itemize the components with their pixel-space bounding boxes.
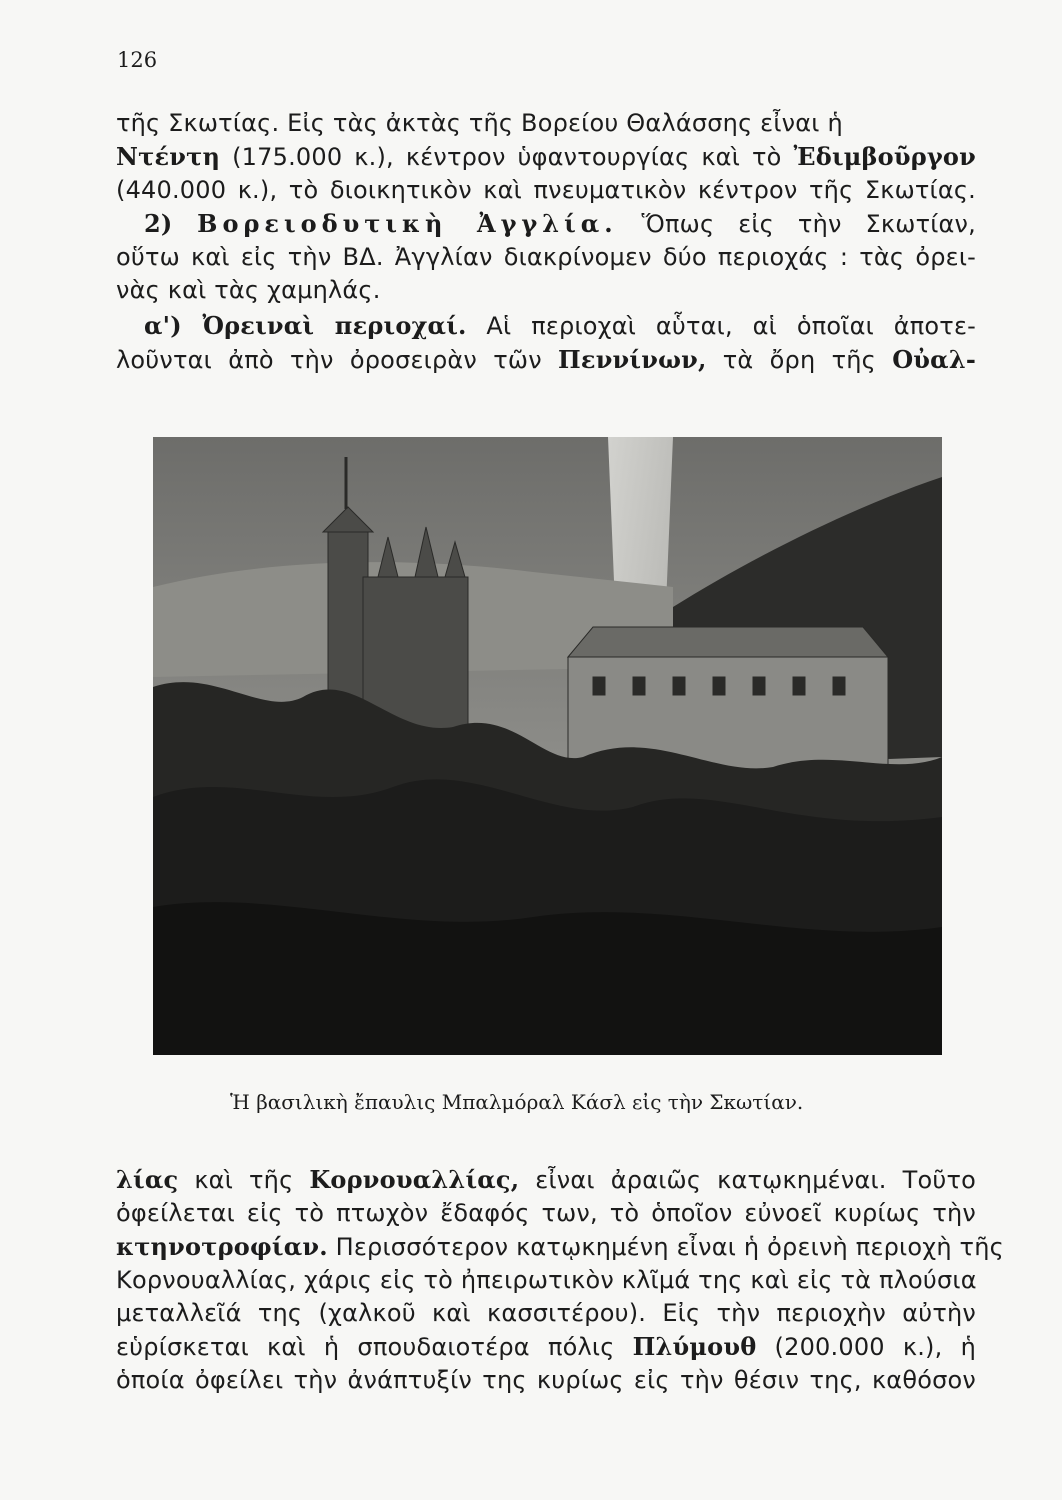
subsection-heading-line: α') Ὀρειναὶ περιοχαί. Αἱ περιοχαὶ αὗται, αἱ ὁποῖαι ἀποτε- — [144, 311, 976, 340]
balmoral-castle-photo — [153, 437, 942, 1055]
text-line: λοῦνται ἀπὸ τὴν ὀροσειρὰν τῶν Πεννίνων, τὰ ὄρη τῆς Οὐαλ- — [116, 345, 977, 374]
text-line: ὁποία ὀφείλει τὴν ἀνάπτυξίν της κυρίως εἰς τὴν θέσιν της, καθόσον — [116, 1366, 976, 1394]
top-paragraph — [116, 107, 976, 377]
text-line: Ντέντη (175.000 κ.), κέντρον ὑφαντουργίας καὶ τὸ Ἐδιμβοῦργον — [116, 142, 976, 171]
bottom-paragraph — [116, 1163, 1004, 1397]
photo-caption: Ἡ βασιλικὴ ἔπαυλις Μπαλμόραλ Κάσλ εἰς τὴν Σκωτίαν. — [230, 1090, 804, 1114]
text-line: οὕτω καὶ εἰς τὴν ΒΔ. Ἀγγλίαν διακρίνομεν δύο περιοχάς : τὰς ὀρει- — [116, 243, 976, 271]
text-line: ὀφείλεται εἰς τὸ πτωχὸν ἔδαφός των, τὸ ὁποῖον εὐνοεῖ κυρίως τὴν — [116, 1199, 976, 1227]
section-heading-line: 2) Βορειοδυτικὴ Ἀγγλία. Ὅπως εἰς τὴν Σκωτίαν, — [144, 209, 976, 238]
page-number: 126 — [117, 48, 158, 72]
text-line: νὰς καὶ τὰς χαμηλάς. — [116, 276, 381, 304]
text-line: μεταλλεῖά της (χαλκοῦ καὶ κασσιτέρου). Εἰς τὴν περιοχὴν αὐτὴν — [116, 1299, 976, 1327]
text-line: κτηνοτροφίαν. Περισσότερον κατῳκημένη εἶναι ἡ ὀρεινὴ περιοχὴ τῆς — [116, 1232, 1004, 1261]
text-line: εὑρίσκεται καὶ ἡ σπουδαιοτέρα πόλις Πλύμουθ (200.000 κ.), ἡ — [116, 1332, 976, 1361]
text-line: Κορνουαλλίας, χάρις εἰς τὸ ἠπειρωτικὸν κλῖμά της καὶ εἰς τὰ πλούσια — [116, 1266, 977, 1294]
text-line: τῆς Σκωτίας. Εἰς τὰς ἀκτὰς τῆς Βορείου Θαλάσσης εἶναι ἡ — [116, 109, 843, 137]
text-line: (440.000 κ.), τὸ διοικητικὸν καὶ πνευματικὸν κέντρον τῆς Σκωτίας. — [116, 176, 976, 204]
text-line: λίας καὶ τῆς Κορνουαλλίας, εἶναι ἀραιῶς κατῳκημέναι. Τοῦτο — [116, 1165, 976, 1194]
